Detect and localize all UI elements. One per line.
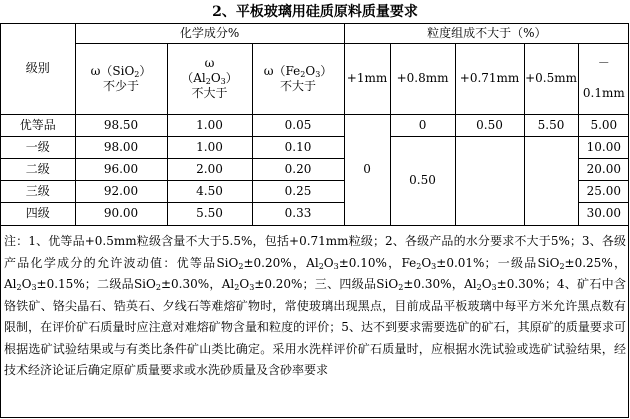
cell-grade: 优等品 [1,114,75,136]
quality-table [1,24,629,226]
cell-size-0-71mm: 0.50 [455,114,524,136]
cell-grade: 三级 [1,180,75,202]
header-size-1mm: +1mm [344,43,390,114]
cell-fe2o3: 0.10 [252,136,344,158]
cell-fe2o3: 0.05 [252,114,344,136]
header-size-0-71mm: +0.71mm [455,43,524,114]
header-particle-size: 粒度组成不大于（%） [344,24,629,43]
cell-al2o3: 5.50 [167,202,252,225]
cell-sio2: 98.00 [75,136,167,158]
header-al2o3: ω $(Al_2O_3)$ 不大于 [167,43,252,114]
cell-size-minus-0-1mm: 25.00 [578,180,629,202]
cell-al2o3: 2.00 [167,158,252,180]
cell-size-minus-0-1mm: 20.00 [578,158,629,180]
cell-al2o3: 4.50 [167,180,252,202]
cell-size-0-5mm: 5.50 [524,114,578,136]
cell-size-0-8mm: 0 [390,114,455,136]
cell-size-minus-0-1mm: 30.00 [578,202,629,225]
cell-grade: 一级 [1,136,75,158]
table-row [1,114,629,136]
cell-size-minus-0-1mm: 10.00 [578,136,629,158]
page-title: 2、平板玻璃用硅质原料质量要求 [212,4,418,20]
header-sio2: ω（SiO$_2$） 不少于 [75,43,167,114]
header-size-0-8mm: +0.8mm [390,43,455,114]
cell-sio2: 90.00 [75,202,167,225]
cell-size-0-8mm-merged: 0.50 [390,136,455,225]
cell-fe2o3: 0.20 [252,158,344,180]
header-grade: 级别 [1,24,75,114]
header-size-minus-0-1mm: － 0.1mm [578,43,629,114]
cell-size-0-5mm-empty [524,136,578,225]
cell-sio2: 92.00 [75,180,167,202]
cell-al2o3: 1.00 [167,114,252,136]
cell-al2o3: 1.00 [167,136,252,158]
cell-grade: 四级 [1,202,75,225]
cell-fe2o3: 0.33 [252,202,344,225]
quality-table-frame [0,23,629,418]
header-chemical-composition: 化学成分% [75,24,344,43]
header-fe2o3: $\omega(Fe_2O_3)$ 不大于 [252,43,344,114]
cell-fe2o3: 0.25 [252,180,344,202]
cell-size-minus-0-1mm: 5.00 [578,114,629,136]
cell-sio2: 98.50 [75,114,167,136]
cell-sio2: 96.00 [75,158,167,180]
header-size-0-5mm: +0.5mm [524,43,578,114]
cell-grade: 二级 [1,158,75,180]
cell-size-0-71mm-empty [455,136,524,225]
cell-size-1mm-merged: 0 [344,114,390,225]
table-row [1,136,629,158]
table-footnote: 注：1、优等品+0.5mm粒级含量不大于5.5%，包括+0.71mm粒级；2、各级产品的水分要求不大于5%；3、各级产品化学成分的允许波动值：优等品SiO$_2$±0.20%，$Al_2O_3\pm 0.10\%$，$Fe_2O_3\pm 0.01\%$；一级品SiO$_2$±0.25%，$Al_2O_3\pm 0.15\%$；二级品SiO$_2$±0.30%，$Al_2O_3\pm 0.20\%$；三、四级品SiO$_2$±0.30%，$Al_2O_3\pm 0.30\%$；4、矿石中含铬铁矿、铬尖晶石、锆英石、夕线石等难熔矿物时，常使玻璃出现黑点，目前成品平板玻璃中每平方米允许黑点数有限制，在评价矿石质量时应注意对难熔矿物含量和粒度的评价；5、达不到要求需要选矿的矿石，其原矿的质量要求可根据选矿试验结果或与有类比条件矿山类比确定。采用水洗样评价矿石质量时，应根据水洗试验或选矿试验结果，经技术经济论证后确定原矿质量要求或水洗砂质量及含砂率要求 [4,234,627,377]
